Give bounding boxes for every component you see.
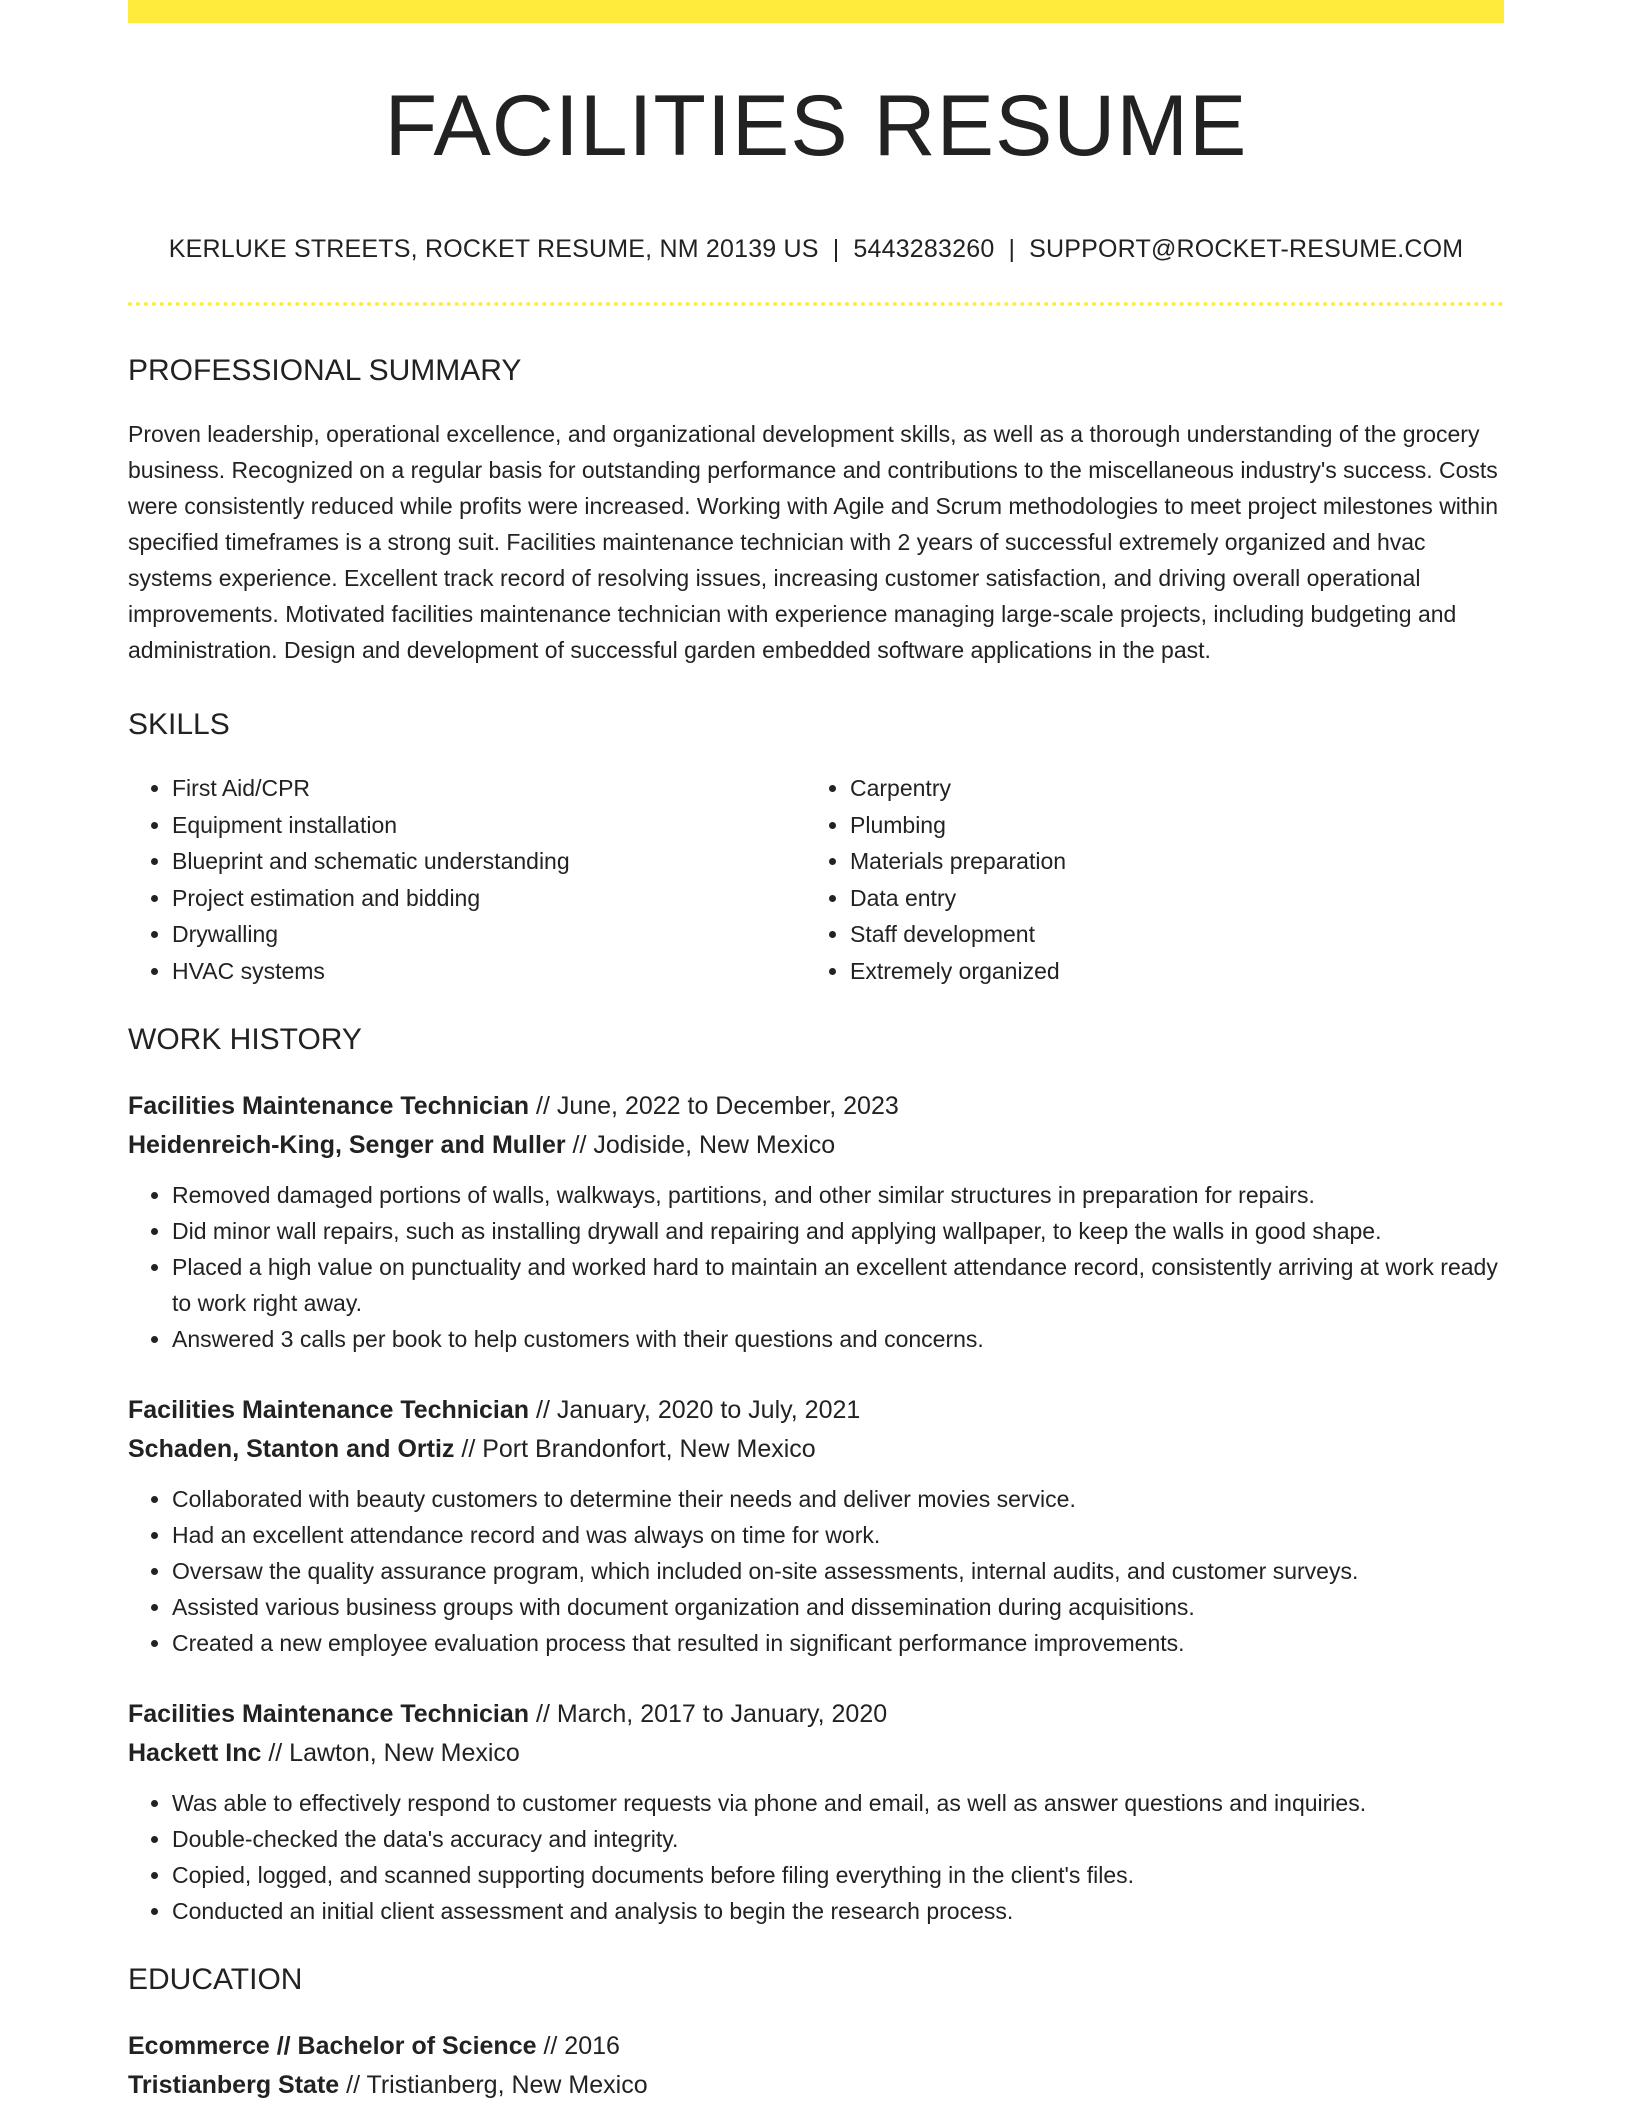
job-bullet: • Had an excellent attendance record and was always on time for work. bbox=[172, 1517, 1504, 1553]
skill-item: • Materials preparation bbox=[850, 843, 1484, 880]
job-bullet: • Did minor wall repairs, such as installing drywall and repairing and applying wallpaper, to keep the walls in good shape. bbox=[172, 1213, 1504, 1249]
job-title: Facilities Maintenance Technician bbox=[128, 1396, 530, 1424]
accent-bar bbox=[128, 0, 1504, 23]
skill-item: • Extremely organized bbox=[850, 953, 1484, 990]
education-location: // Tristianberg, New Mexico bbox=[339, 2071, 648, 2099]
education-heading: EDUCATION bbox=[128, 1963, 303, 1996]
summary-text: Proven leadership, operational excellence, and organizational development skills, as well as a thorough understanding of the grocery business. Recognized on a regular basis for outstanding performance and contributions to the miscellaneous industry's success. Costs were consistently reduced while profits were increased. Working with Agile and Scrum methodologies to meet project milestones within specified timeframes is a strong suit. Facilities maintenance technician with 2 years of successful extremely organized and hvac systems experience. Excellent track record of resolving issues, increasing customer satisfaction, and driving overall operational improvements. Motivated facilities maintenance technician with experience managing large-scale projects, including budgeting and administration. Design and development of successful garden embedded software applications in the past. bbox=[128, 421, 1499, 663]
skills-column-left bbox=[128, 770, 806, 989]
skill-item: • Blueprint and schematic understanding bbox=[172, 843, 806, 880]
job-dates: // January, 2020 to July, 2021 bbox=[529, 1396, 861, 1424]
education-school: Tristianberg State bbox=[128, 2071, 340, 2099]
education-year: // 2016 bbox=[536, 2032, 620, 2060]
job-title-line bbox=[128, 1695, 1504, 1734]
skill-item: • Carpentry bbox=[850, 770, 1484, 807]
job-bullet: • Oversaw the quality assurance program, which included on-site assessments, internal audits, and customer surveys. bbox=[172, 1553, 1504, 1589]
job-bullet: • Collaborated with beauty customers to determine their needs and deliver movies service. bbox=[172, 1481, 1504, 1517]
job-bullets bbox=[128, 1481, 1504, 1661]
education-entry bbox=[128, 2027, 1504, 2105]
job-bullet: • Assisted various business groups with document organization and dissemination during acquisitions. bbox=[172, 1589, 1504, 1625]
job-bullet: • Was able to effectively respond to customer requests via phone and email, as well as answer questions and inquiries. bbox=[172, 1785, 1504, 1821]
job-dates: // June, 2022 to December, 2023 bbox=[529, 1092, 899, 1120]
contact-line bbox=[128, 237, 1504, 262]
job-title-line bbox=[128, 1391, 1504, 1430]
job-entry bbox=[128, 1695, 1504, 1929]
skill-item: • Plumbing bbox=[850, 807, 1484, 844]
job-entry bbox=[128, 1087, 1504, 1357]
job-company-line bbox=[128, 1734, 1504, 1773]
resume-page bbox=[128, 0, 1504, 2105]
summary-heading: PROFESSIONAL SUMMARY bbox=[128, 354, 522, 387]
resume-title: FACILITIES RESUME bbox=[384, 78, 1248, 174]
skills-heading: SKILLS bbox=[128, 708, 230, 741]
skill-item: • Project estimation and bidding bbox=[172, 880, 806, 917]
skill-item: • Data entry bbox=[850, 880, 1484, 917]
job-title: Facilities Maintenance Technician bbox=[128, 1092, 530, 1120]
job-company: Hackett Inc bbox=[128, 1739, 262, 1767]
dotted-divider bbox=[128, 302, 1504, 306]
work-history-heading: WORK HISTORY bbox=[128, 1023, 362, 1056]
job-bullets bbox=[128, 1177, 1504, 1357]
job-bullet: • Copied, logged, and scanned supporting documents before filing everything in the client's files. bbox=[172, 1857, 1504, 1893]
job-location: // Jodiside, New Mexico bbox=[565, 1131, 836, 1159]
contact-email: SUPPORT@ROCKET-RESUME.COM bbox=[1029, 235, 1464, 263]
job-location: // Lawton, New Mexico bbox=[261, 1739, 520, 1767]
skills-list bbox=[128, 770, 1504, 989]
job-company: Heidenreich-King, Senger and Muller bbox=[128, 1131, 566, 1159]
job-title-line bbox=[128, 1087, 1504, 1126]
job-location: // Port Brandonfort, New Mexico bbox=[454, 1435, 816, 1463]
skill-item: • Staff development bbox=[850, 916, 1484, 953]
job-company-line bbox=[128, 1430, 1504, 1469]
job-bullet: • Answered 3 calls per book to help customers with their questions and concerns. bbox=[172, 1321, 1504, 1357]
job-entry bbox=[128, 1391, 1504, 1661]
job-bullet: • Placed a high value on punctuality and worked hard to maintain an excellent attendance record, consistently arriving at work ready to work right away. bbox=[172, 1249, 1504, 1321]
contact-address: KERLUKE STREETS, ROCKET RESUME, NM 20139 US bbox=[168, 235, 819, 263]
job-bullets bbox=[128, 1785, 1504, 1929]
contact-separator: | bbox=[1008, 235, 1016, 263]
skill-item: • Equipment installation bbox=[172, 807, 806, 844]
education-degree-line bbox=[128, 2027, 1504, 2066]
job-title: Facilities Maintenance Technician bbox=[128, 1700, 530, 1728]
job-company-line bbox=[128, 1126, 1504, 1165]
education-degree: Ecommerce // Bachelor of Science bbox=[128, 2032, 537, 2060]
education-school-line bbox=[128, 2066, 1504, 2105]
job-bullet: • Conducted an initial client assessment and analysis to begin the research process. bbox=[172, 1893, 1504, 1929]
job-bullet: • Created a new employee evaluation process that resulted in significant performance improvements. bbox=[172, 1625, 1504, 1661]
job-dates: // March, 2017 to January, 2020 bbox=[529, 1700, 888, 1728]
job-bullet: • Removed damaged portions of walls, walkways, partitions, and other similar structures in preparation for repairs. bbox=[172, 1177, 1504, 1213]
skill-item: • Drywalling bbox=[172, 916, 806, 953]
skills-column-right bbox=[806, 770, 1484, 989]
skill-item: • HVAC systems bbox=[172, 953, 806, 990]
skill-item: • First Aid/CPR bbox=[172, 770, 806, 807]
job-company: Schaden, Stanton and Ortiz bbox=[128, 1435, 455, 1463]
contact-separator: | bbox=[832, 235, 840, 263]
job-bullet: • Double-checked the data's accuracy and integrity. bbox=[172, 1821, 1504, 1857]
contact-phone: 5443283260 bbox=[853, 235, 995, 263]
